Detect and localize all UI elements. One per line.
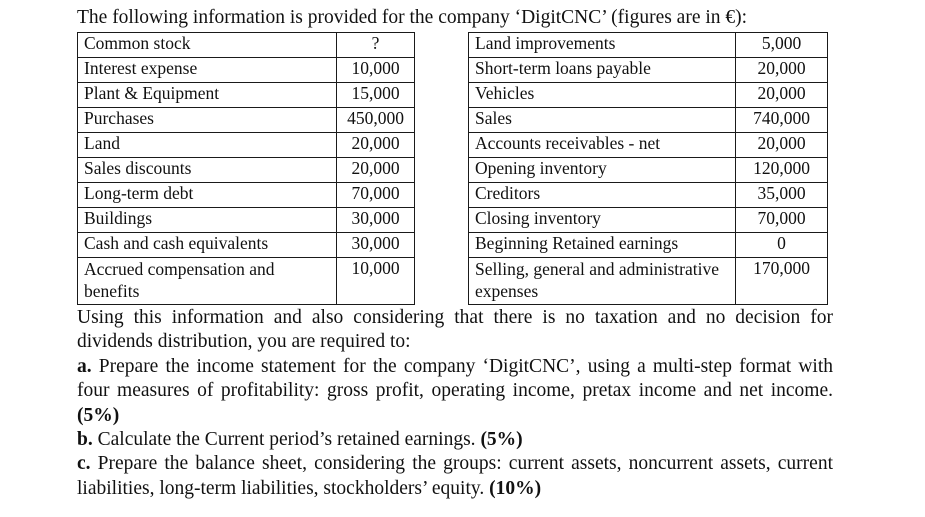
column-gap [415,258,469,305]
right-item-value: 20,000 [736,58,828,83]
table-row [78,183,828,208]
page-heading: The following information is provided for the company ‘DigitCNC’ (figures are in €): [77,7,748,28]
table-row [78,258,828,305]
right-item-value: 20,000 [736,83,828,108]
table-row [78,233,828,258]
right-item-value: 20,000 [736,133,828,158]
left-item-value: 30,000 [337,233,415,258]
instructions-intro: Using this information and also considering that there is no taxation and no decision for dividends distribution, you are required to: [77,307,833,353]
task-b-marker: b. [77,429,93,451]
right-item-label: Closing inventory [469,208,736,233]
left-item-label: Common stock [78,33,337,58]
right-item-label: Sales [469,108,736,133]
left-item-label-text: Accrued compensation and benefits [84,259,275,301]
column-gap [415,183,469,208]
column-gap [415,133,469,158]
left-item-label [78,258,337,305]
left-item-label: Cash and cash equivalents [78,233,337,258]
right-item-value: 70,000 [736,208,828,233]
left-item-label: Plant & Equipment [78,83,337,108]
right-item-value: 740,000 [736,108,828,133]
column-gap [415,58,469,83]
left-item-value: 10,000 [337,258,415,305]
right-item-value: 120,000 [736,158,828,183]
right-item-label: Opening inventory [469,158,736,183]
table-row [78,133,828,158]
column-gap [415,83,469,108]
task-c-weight: (10%) [489,477,542,499]
left-item-value: 20,000 [337,158,415,183]
table-row [78,108,828,133]
right-item-label: Short-term loans payable [469,58,736,83]
left-item-value: 15,000 [337,83,415,108]
right-item-value: 5,000 [736,33,828,58]
task-a-weight: (5%) [77,404,120,426]
task-b [77,428,833,452]
right-item-value: 170,000 [736,258,828,305]
left-item-value: 450,000 [337,108,415,133]
table-row [78,58,828,83]
left-item-value: 20,000 [337,133,415,158]
right-item-value: 0 [736,233,828,258]
column-gap [415,33,469,58]
right-item-label: Accounts receivables - net [469,133,736,158]
right-item-label: Vehicles [469,83,736,108]
column-gap [415,233,469,258]
left-item-label: Buildings [78,208,337,233]
table-row [78,83,828,108]
instructions-block [77,306,833,501]
table-row [78,158,828,183]
task-b-weight: (5%) [480,429,523,451]
left-item-label: Purchases [78,108,337,133]
left-item-value: 30,000 [337,208,415,233]
left-item-label: Interest expense [78,58,337,83]
task-a [77,355,833,428]
financial-data-table [77,32,828,305]
left-item-label: Land [78,133,337,158]
right-item-label-text: Selling, general and administrative expenses [475,259,719,301]
left-item-label: Long-term debt [78,183,337,208]
column-gap [415,158,469,183]
task-c-marker: c. [77,453,91,475]
left-item-value: ? [337,33,415,58]
right-item-label: Land improvements [469,33,736,58]
task-a-text: Prepare the income statement for the company ‘DigitCNC’, using a multi-step format with four measures of profitability: gross profit, operating income, pretax income and net income. [77,355,833,402]
table-row [78,33,828,58]
task-c-text: Prepare the balance sheet, considering the groups: current assets, noncurrent assets, current liabilities, long-term liabilities, stockholders’ equity. [77,453,833,499]
right-item-label: Creditors [469,183,736,208]
column-gap [415,208,469,233]
task-b-text: Calculate the Current period’s retained earnings. [92,429,481,451]
left-item-value: 70,000 [337,183,415,208]
task-a-marker: a. [77,355,92,377]
right-item-label: Beginning Retained earnings [469,233,736,258]
right-item-value: 35,000 [736,183,828,208]
left-item-value: 10,000 [337,58,415,83]
task-c [77,452,833,501]
table-row [78,208,828,233]
column-gap [415,108,469,133]
right-item-label [469,258,736,305]
left-item-label: Sales discounts [78,158,337,183]
